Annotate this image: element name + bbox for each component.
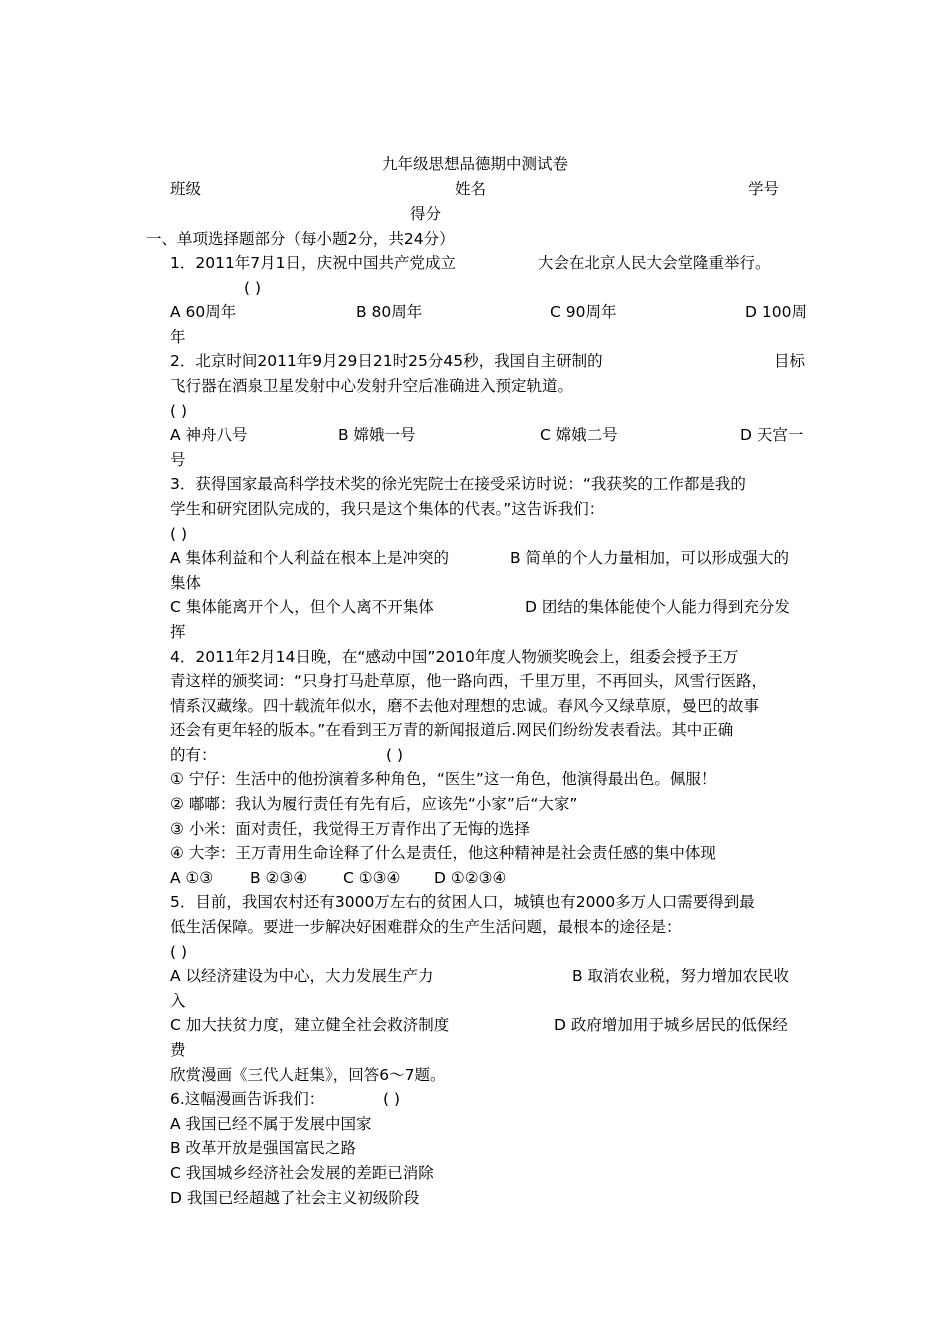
- option-d: D 100周: [745, 303, 807, 322]
- score-label: 得分: [410, 205, 442, 223]
- option-b: B 80周年: [356, 303, 423, 322]
- option-d-wrap: 挥: [170, 622, 186, 641]
- question-2-paren: ( ): [170, 401, 188, 420]
- option-d: D 团结的集体能使个人能力得到充分发: [525, 598, 790, 617]
- option-b: B 简单的个人力量相加，可以形成强大的: [510, 549, 790, 568]
- option-a: A 以经济建设为中心，大力发展生产力: [170, 967, 434, 986]
- list-item: ② 嘟嘟：我认为履行责任有先有后，应该先“小家”后“大家”: [170, 795, 578, 814]
- option-d: D 我国已经超越了社会主义初级阶段: [170, 1188, 420, 1207]
- question-3-options-ab: [170, 546, 810, 571]
- page-title: 九年级思想品德期中测试卷: [381, 155, 568, 173]
- option-c: C 90周年: [550, 303, 617, 322]
- list-item: ④ 大李：王万青用生命诠释了什么是责任，他这种精神是社会责任感的集中体现: [170, 844, 716, 863]
- option-b: B ②③④: [250, 868, 308, 887]
- question-4-stem-2: 青这样的颁奖词：“只身打马赴草原，他一路向西，千里万里，不再回头，风雪行医路，: [170, 672, 768, 691]
- questions: [170, 251, 810, 1210]
- option-d: D 政府增加用于城乡居民的低保经: [554, 1016, 788, 1035]
- option-b: B 改革开放是强国富民之路: [170, 1139, 357, 1158]
- option-d-wrap: 号: [170, 450, 186, 469]
- question-2-options: [170, 423, 810, 448]
- question-3-stem-cont: 学生和研究团队完成的，我只是这个集体的代表。”这告诉我们：: [170, 499, 605, 518]
- question-3-options-cd: [170, 595, 810, 620]
- option-c: C ①③④: [343, 868, 401, 887]
- question-5-paren: ( ): [170, 942, 188, 961]
- question-4-stem-3: 情系汉藏缘。四十载流年似水，磨不去他对理想的忠诚。春风今又绿草原，曼巴的故事: [170, 696, 760, 715]
- option-c: C 加大扶贫力度，建立健全社会救济制度: [170, 1016, 450, 1035]
- question-2-stem-cont: 飞行器在酒泉卫星发射中心发射升空后准确进入预定轨道。: [170, 376, 574, 395]
- option-a: A 我国已经不属于发展中国家: [170, 1114, 372, 1133]
- question-4-stem-4: 还会有更年轻的版本。”在看到王万青的新闻报道后.网民们纷纷发表看法。其中正确: [170, 721, 734, 740]
- option-a: A 神舟八号: [170, 426, 248, 445]
- student-info-row: [170, 177, 810, 201]
- option-b-wrap: 集体: [170, 573, 202, 592]
- question-2-stem: 2．北京时间2011年9月29日21时25分45秒，我国自主研制的 目标: [170, 352, 806, 371]
- question-4-stem-5: 的有： ( ): [170, 745, 404, 764]
- option-c: C 集体能离开个人，但个人离不开集体: [170, 598, 434, 617]
- option-d: D ①②③④: [434, 868, 507, 887]
- question-4-stem: 4．2011年2月14日晚，在“感动中国”2010年度人物颁奖晚会上，组委会授予王万: [170, 647, 739, 666]
- question-5-options-ab: [170, 964, 810, 989]
- option-c: C 我国城乡经济社会发展的差距已消除: [170, 1163, 434, 1182]
- option-b: B 嫦娥一号: [338, 426, 416, 445]
- question-6-stem: 6.这幅漫画告诉我们： ( ): [170, 1090, 401, 1109]
- option-b-wrap: 入: [170, 991, 186, 1010]
- section-heading: 一、单项选择题部分（每小题2分，共24分）: [146, 230, 455, 248]
- student-id-label: 学号: [748, 180, 780, 198]
- question-5-stem: 5．目前，我国农村还有3000万左右的贫困人口，城镇也有2000多万人口需要得到最: [170, 893, 755, 912]
- question-1-options: [170, 300, 810, 325]
- option-b: B 取消农业税，努力增加农民收: [572, 967, 790, 986]
- question-4-options: [170, 866, 810, 891]
- option-d-wrap: 年: [170, 327, 186, 346]
- name-label: 姓名: [455, 180, 487, 198]
- option-a: A 集体利益和个人利益在根本上是冲突的: [170, 549, 450, 568]
- question-6-intro: 欣赏漫画《三代人赶集》，回答6～7题。: [170, 1065, 446, 1084]
- class-label: 班级: [170, 180, 202, 198]
- question-3-paren: ( ): [170, 524, 188, 543]
- question-1-stem: 1．2011年7月1日，庆祝中国共产党成立 大会在北京人民大会堂隆重举行。: [170, 254, 771, 272]
- option-a: A ①③: [170, 868, 214, 887]
- option-c: C 嫦娥二号: [540, 426, 618, 445]
- option-d: D 天宫一: [740, 426, 804, 445]
- question-5-options-cd: [170, 1013, 810, 1038]
- question-3-stem: 3．获得国家最高科学技术奖的徐光宪院士在接受采访时说：“我获奖的工作都是我的: [170, 475, 746, 494]
- list-item: ③ 小米：面对责任，我觉得王万青作出了无悔的选择: [170, 819, 530, 838]
- question-5-stem-cont: 低生活保障。要进一步解决好困难群众的生产生活问题，最根本的途径是：: [170, 918, 682, 937]
- option-d-wrap: 费: [170, 1041, 186, 1059]
- option-a: A 60周年: [170, 303, 237, 322]
- question-1-paren: ( ): [244, 278, 262, 297]
- list-item: ① 宁仔：生活中的他扮演着多种角色，“医生”这一角色，他演得最出色。佩服！: [170, 770, 717, 789]
